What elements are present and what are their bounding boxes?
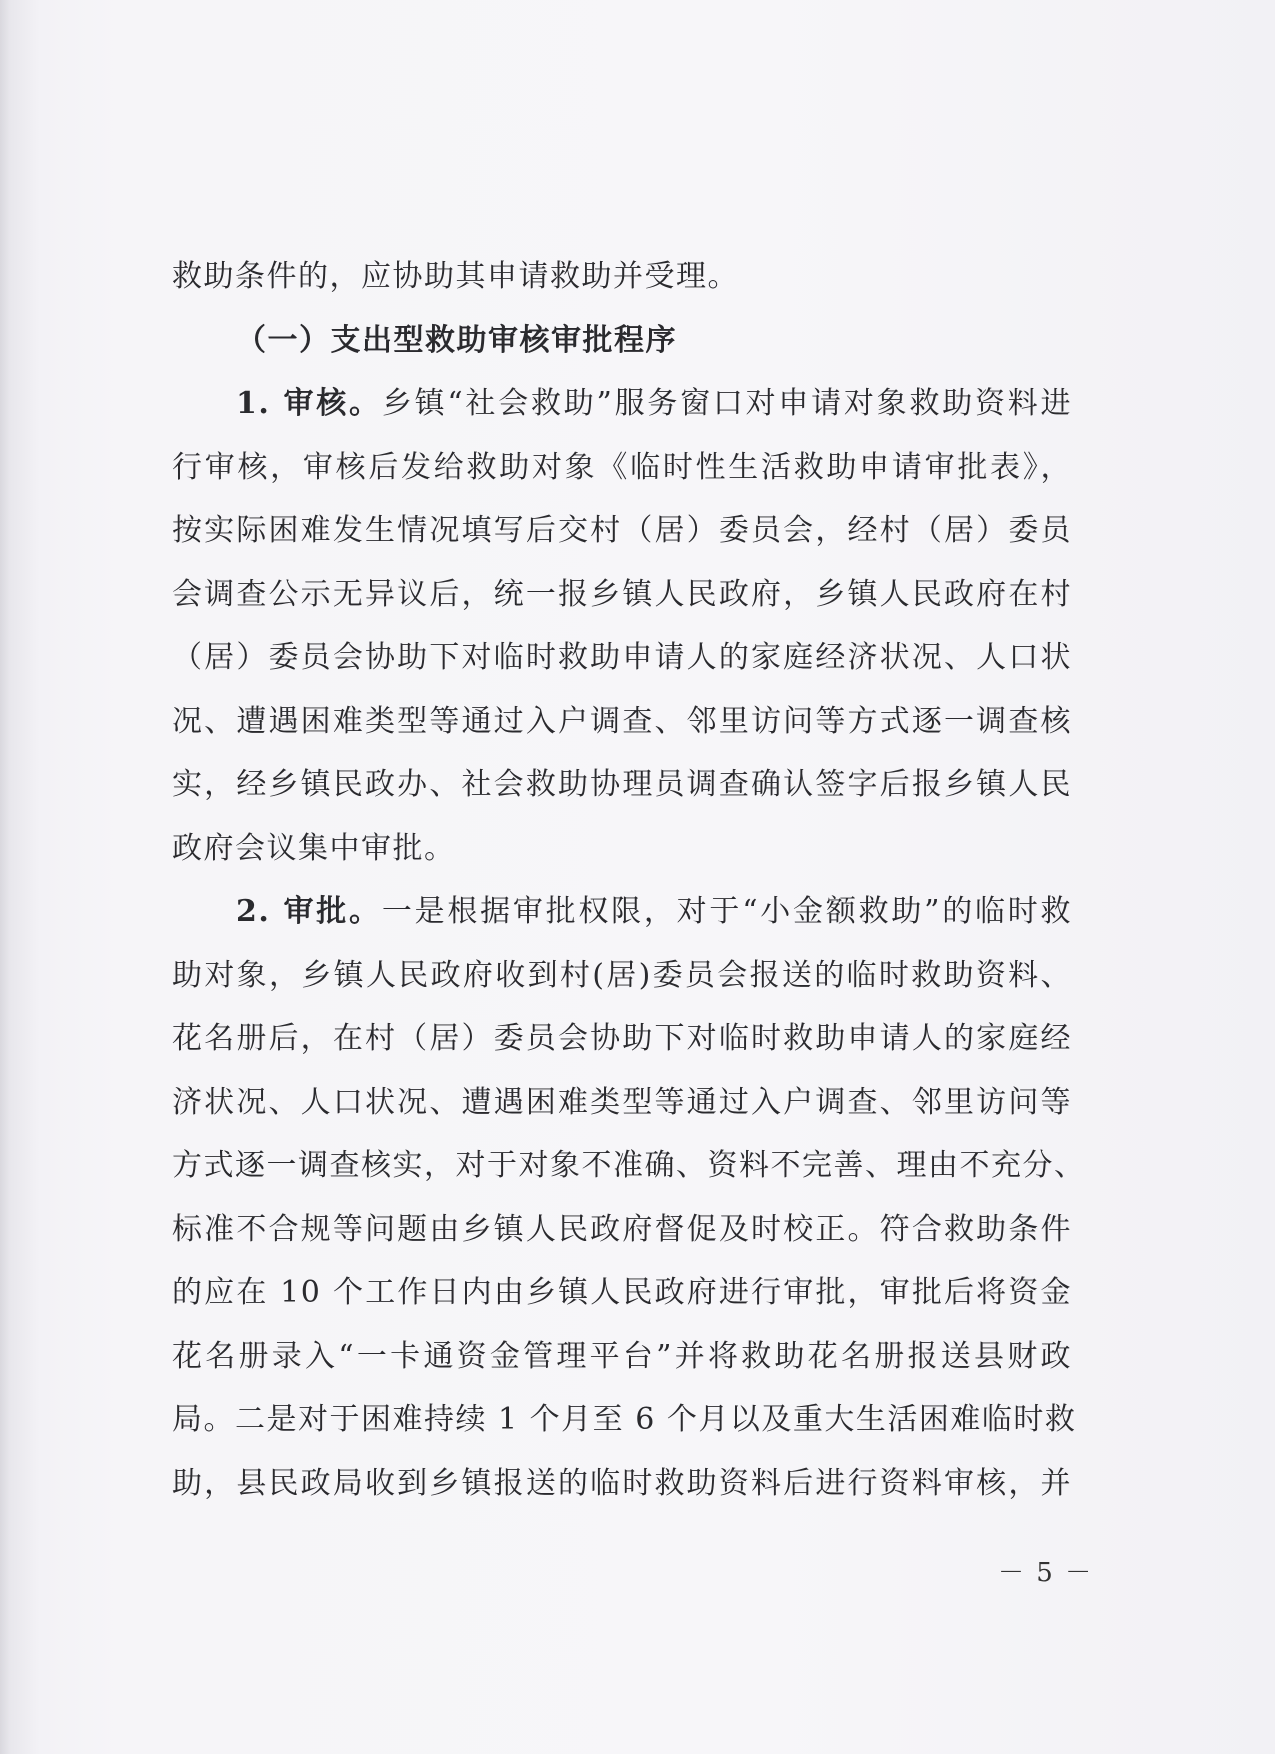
text-line-14: 济状况、人口状况、遭遇困难类型等通过入户调查、邻里访问等 — [172, 1084, 1072, 1120]
text-line-10: 政府会议集中审批。 — [172, 830, 456, 866]
text-line-11 — [172, 880, 1072, 944]
text-line-20: 助，县民政局收到乡镇报送的临时救助资料后进行资料审核，并 — [172, 1465, 1072, 1501]
step-text-approval: 一是根据审批权限，对于“小金额救助”的临时救 — [381, 894, 1072, 929]
text-line-5: 按实际困难发生情况填写后交村（居）委员会，经村（居）委员 — [172, 513, 1072, 548]
section-heading: （一）支出型救助审核审批程序 — [236, 322, 677, 358]
text-line-7: （居）委员会协助下对临时救助申请人的家庭经济状况、人口状 — [172, 640, 1072, 675]
text-line-15: 方式逐一调查核实，对于对象不准确、资料不完善、理由不充分、 — [172, 1148, 1086, 1183]
step-label-approval: 2. 审批。 — [236, 894, 382, 929]
text-line-3 — [172, 372, 1072, 436]
step-label-review: 1. 审核。 — [236, 386, 382, 421]
text-line-6: 会调查公示无异议后，统一报乡镇人民政府，乡镇人民政府在村 — [172, 576, 1072, 612]
text-line-17: 的应在 10 个工作日内由乡镇人民政府进行审批，审批后将资金 — [172, 1275, 1072, 1310]
body-text — [172, 245, 1086, 1515]
text-line-1: 救助条件的，应协助其申请救助并受理。 — [172, 259, 739, 294]
text-line-9: 实，经乡镇民政办、社会救助协理员调查确认签字后报乡镇人民 — [172, 767, 1072, 802]
text-line-12: 助对象，乡镇人民政府收到村(居)委员会报送的临时救助资料、 — [172, 957, 1072, 993]
step-text-review: 乡镇“社会救助”服务窗口对申请对象救助资料进 — [381, 386, 1072, 421]
text-line-4: 行审核，审核后发给救助对象《临时性生活救助申请审批表》， — [172, 449, 1072, 485]
text-line-13: 花名册后，在村（居）委员会协助下对临时救助申请人的家庭经 — [172, 1021, 1072, 1056]
text-line-16: 标准不合规等问题由乡镇人民政府督促及时校正。符合救助条件 — [172, 1211, 1072, 1247]
page-number: － 5 － — [998, 1558, 1094, 1588]
text-line-8: 况、遭遇困难类型等通过入户调查、邻里访问等方式逐一调查核 — [172, 703, 1072, 739]
text-line-18: 花名册录入“一卡通资金管理平台”并将救助花名册报送县财政 — [172, 1338, 1072, 1374]
text-line-19: 局。二是对于困难持续 1 个月至 6 个月以及重大生活困难临时救 — [172, 1402, 1077, 1437]
